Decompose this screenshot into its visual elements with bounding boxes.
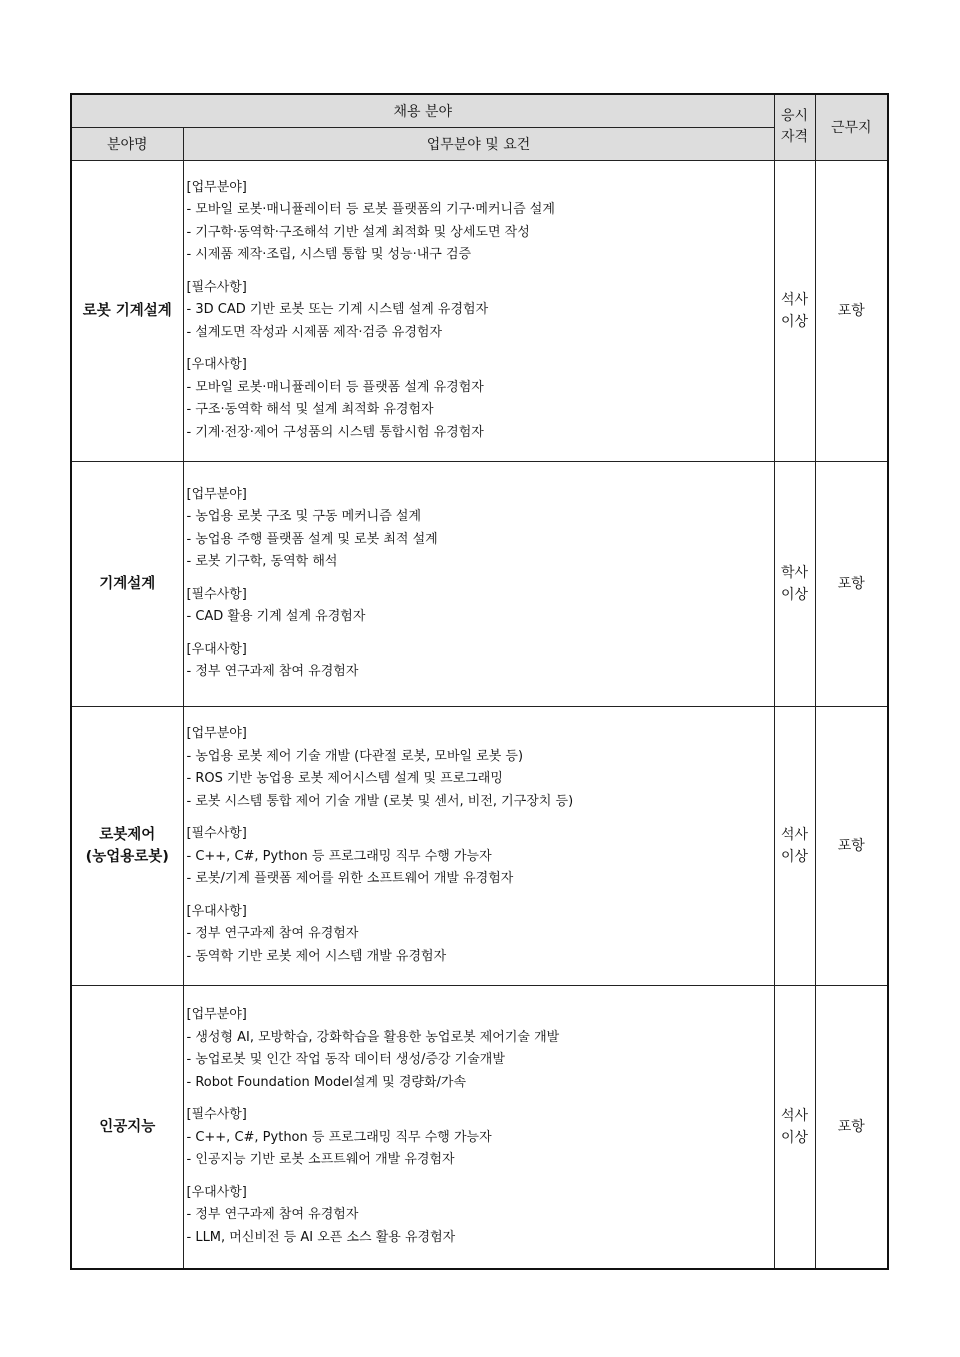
- requirement-item: - 로봇 시스템 통합 제어 기술 개발 (로봇 및 센서, 비전, 기구장치 등): [186, 793, 574, 809]
- section-title: [우대사항]: [186, 1184, 247, 1200]
- location-cell: [815, 706, 888, 985]
- qualification: 학사 이상: [780, 564, 809, 603]
- location: 포항: [837, 1118, 865, 1135]
- field-name: 기계설계: [99, 575, 156, 592]
- requirement-item: - 농업로봇 및 인간 작업 동작 데이터 생성/증강 기술개발: [186, 1052, 505, 1068]
- field-name: 인공지능: [99, 1118, 156, 1135]
- requirement-item: - 정부 연구과제 참여 유경험자: [186, 664, 359, 679]
- header-qualification-text: 응시 자격: [780, 108, 809, 146]
- requirement-item: - 농업용 주행 플랫폼 설계 및 로봇 최적 설계: [186, 531, 438, 547]
- header-field: 채용 분야: [71, 94, 774, 127]
- duties-section: [187, 1182, 774, 1250]
- duties-section: [187, 177, 774, 267]
- location-cell: [815, 985, 888, 1269]
- location: 포항: [837, 302, 865, 319]
- field-name-cell: [71, 985, 183, 1269]
- requirement-item: - 생성형 AI, 모방학습, 강화학습을 활용한 농업로봇 제어기술 개발: [186, 1029, 560, 1045]
- field-name-cell: [71, 160, 183, 461]
- requirement-item: - 로봇/기계 플랫폼 제어를 위한 소프트웨어 개발 유경험자: [186, 871, 514, 886]
- duties-cell: [183, 160, 774, 461]
- header-location: 근무지: [815, 94, 888, 160]
- location: 포항: [837, 575, 865, 592]
- requirement-item: - 설계도면 작성과 시제품 제작·검증 유경험자: [186, 324, 443, 340]
- requirement-item: - 동역학 기반 로봇 제어 시스템 개발 유경험자: [186, 948, 447, 964]
- duties-section: [187, 901, 774, 969]
- duties-section: [187, 639, 774, 684]
- requirement-item: - C++, C#, Python 등 프로그래밍 직무 수행 가능자: [186, 848, 492, 864]
- qualification-cell: [774, 985, 815, 1269]
- duties-section: [187, 1004, 774, 1094]
- location-cell: [815, 461, 888, 706]
- section-title: [우대사항]: [186, 641, 247, 657]
- qualification: 석사 이상: [780, 826, 809, 865]
- table-row: [71, 706, 888, 985]
- duties-cell: [183, 985, 774, 1269]
- section-title: [업무분야]: [186, 179, 247, 195]
- requirement-item: - 농업용 로봇 제어 기술 개발 (다관절 로봇, 모바일 로봇 등): [186, 748, 524, 764]
- qualification-cell: [774, 706, 815, 985]
- section-title: [우대사항]: [186, 357, 247, 373]
- requirement-item: - 농업용 로봇 구조 및 구동 메커니즘 설계: [186, 509, 422, 524]
- requirement-item: - LLM, 머신비전 등 AI 오픈 소스 활용 유경험자: [186, 1229, 456, 1245]
- requirement-item: - C++, C#, Python 등 프로그래밍 직무 수행 가능자: [186, 1129, 492, 1145]
- recruitment-table: [70, 93, 889, 1270]
- requirement-item: - CAD 활용 기계 설계 유경험자: [186, 609, 366, 624]
- requirement-item: - 정부 연구과제 참여 유경험자: [186, 1207, 359, 1223]
- requirement-item: - 로봇 기구학, 동역학 해석: [186, 554, 338, 569]
- requirement-item: - 기구학·동역학·구조해석 기반 설계 최적화 및 상세도면 작성: [186, 224, 530, 240]
- requirement-item: - 구조·동역학 해석 및 설계 최적화 유경험자: [186, 402, 434, 418]
- requirement-item: - 모바일 로봇·매니퓰레이터 등 로봇 플랫폼의 기구·메커니즘 설계: [186, 202, 555, 218]
- duties-section: [187, 484, 774, 574]
- qualification-cell: [774, 461, 815, 706]
- requirement-item: - 인공지능 기반 로봇 소프트웨어 개발 유경험자: [186, 1152, 455, 1168]
- table-row: [71, 461, 888, 706]
- requirement-item: - ROS 기반 농업용 로봇 제어시스템 설계 및 프로그래밍: [186, 771, 503, 786]
- field-name-cell: [71, 706, 183, 985]
- header-duties: 업무분야 및 요건: [183, 127, 774, 160]
- requirement-item: - 정부 연구과제 참여 유경험자: [186, 926, 359, 941]
- location: 포항: [837, 837, 865, 854]
- table-row: [71, 985, 888, 1269]
- section-title: [필수사항]: [186, 1107, 247, 1123]
- requirement-item: - 기계·전장·제어 구성품의 시스템 통합시험 유경험자: [186, 424, 484, 440]
- duties-section: [187, 823, 774, 891]
- duties-cell: [183, 461, 774, 706]
- section-title: [업무분야]: [186, 1007, 247, 1023]
- duties-cell: [183, 706, 774, 985]
- section-title: [필수사항]: [186, 826, 247, 841]
- field-name: 로봇제어 (농업용로봇): [85, 826, 169, 865]
- field-name: 로봇 기계설계: [82, 302, 172, 319]
- duties-section: [187, 1104, 774, 1172]
- section-title: [우대사항]: [186, 903, 247, 919]
- duties-section: [187, 723, 774, 813]
- requirement-item: - 3D CAD 기반 로봇 또는 기계 시스템 설계 유경험자: [186, 302, 489, 318]
- duties-section: [187, 584, 774, 629]
- section-title: [업무분야]: [186, 726, 247, 741]
- requirement-item: - Robot Foundation Model설계 및 경량화/가속: [186, 1074, 466, 1090]
- section-title: [필수사항]: [186, 279, 247, 295]
- location-cell: [815, 160, 888, 461]
- requirement-item: - 모바일 로봇·매니퓰레이터 등 플랫폼 설계 유경험자: [186, 379, 484, 395]
- duties-section: [187, 277, 774, 345]
- header-field-name: 분야명: [71, 127, 183, 160]
- section-title: [필수사항]: [186, 586, 247, 602]
- qualification-cell: [774, 160, 815, 461]
- section-title: [업무분야]: [186, 486, 247, 502]
- qualification: 석사 이상: [780, 1107, 809, 1146]
- table-row: [71, 160, 888, 461]
- qualification: 석사 이상: [780, 291, 809, 330]
- requirement-item: - 시제품 제작·조립, 시스템 통합 및 성능·내구 검증: [186, 247, 472, 263]
- field-name-cell: [71, 461, 183, 706]
- header-qualification: [774, 94, 815, 160]
- duties-section: [187, 354, 774, 444]
